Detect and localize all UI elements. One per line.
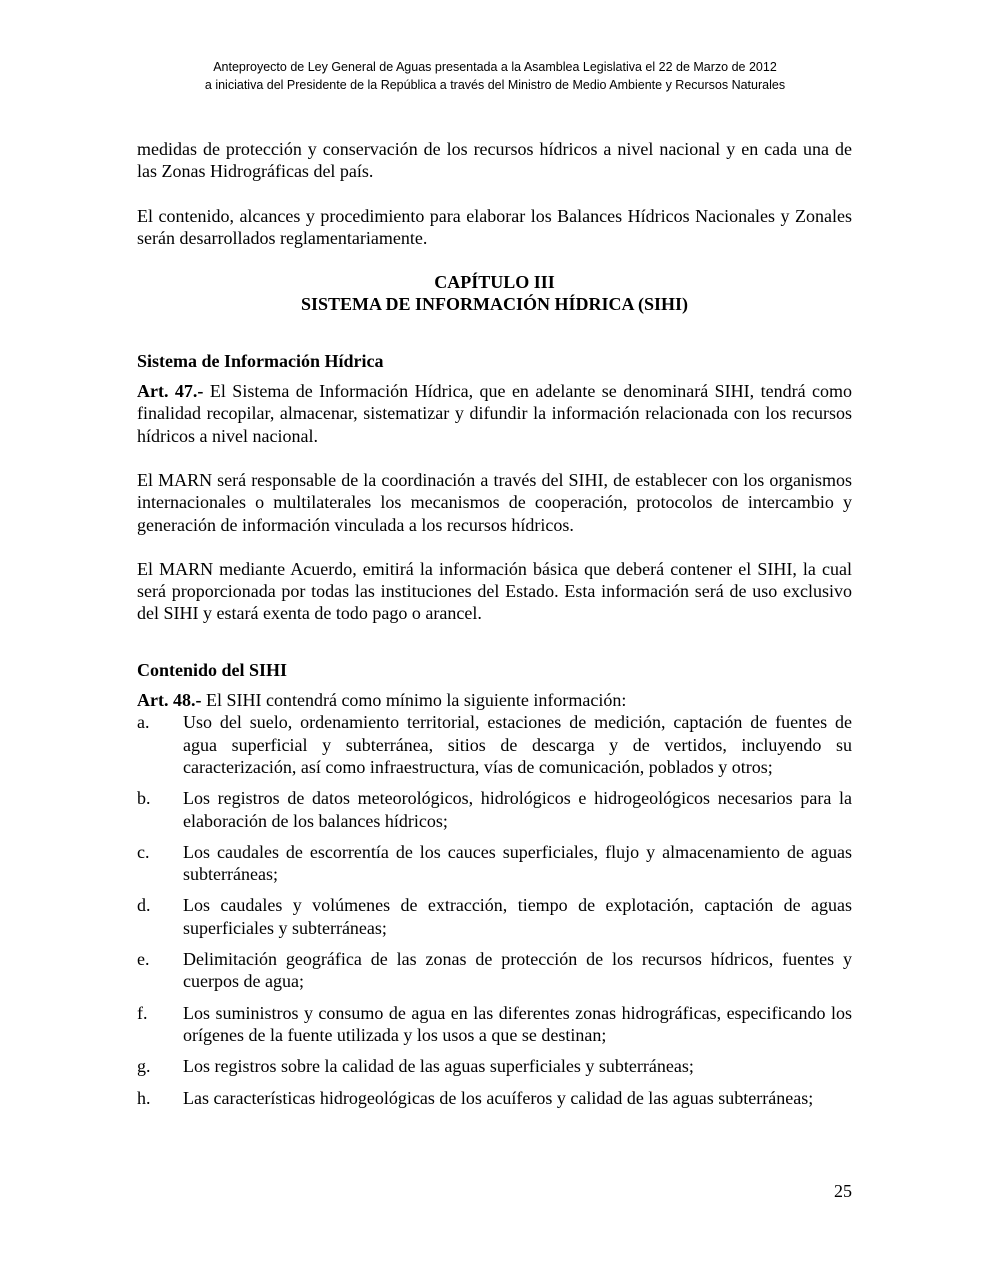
list-item-letter: d. [137, 895, 151, 916]
list-item [137, 894, 852, 939]
list-item-text: Los caudales y volúmenes de extracción, tiempo de explotación, captación de aguas superficiales y subterráneas; [183, 895, 852, 938]
list-item-text: Los registros de datos meteorológicos, hidrológicos e hidrogeológicos necesarios para la elaboración de los balances hídricos; [183, 788, 852, 831]
intro-paragraph-2: El contenido, alcances y procedimiento para elaborar los Balances Hídricos Nacionales y Zonales serán desarrollados reglamentariamente. [137, 205, 852, 248]
art47-paragraph-3: El MARN mediante Acuerdo, emitirá la información básica que deberá contener el SIHI, la cual será proporcionada por todas las instituciones del Estado. Esta información será de uso exclusivo del SIHI y estará exenta de todo pago o arancel. [137, 558, 852, 624]
intro-paragraph-1: medidas de protección y conservación de los recursos hídricos a nivel nacional y en cada una de las Zonas Hidrográficas del país. [137, 139, 852, 182]
page-header [0, 58, 990, 94]
list-item-text: Los caudales de escorrentía de los cauces superficiales, flujo y almacenamiento de aguas subterráneas; [183, 841, 852, 885]
list-item-letter: h. [137, 1087, 151, 1108]
list-item [137, 787, 852, 832]
list-item-letter: g. [137, 1056, 151, 1077]
art47-text: El Sistema de Información Hídrica, que en adelante se denominará SIHI, tendrá como finalidad recopilar, almacenar, sistematizar y difundir la información relacionada con los recursos hídricos a nivel nacional. [137, 381, 852, 446]
chapter-title: SISTEMA DE INFORMACIÓN HÍDRICA (SIHI) [300, 294, 689, 315]
art48-list [137, 711, 852, 1108]
list-item [137, 1087, 852, 1109]
list-item-letter: a. [137, 712, 150, 733]
list-item-letter: c. [137, 841, 150, 862]
list-item-text: Uso del suelo, ordenamiento territorial, estaciones de medición, captación de fuentes de agua superficial y subterránea, sitios de descarga y de vertidos, incluyendo su caracterización, así como infraestructura, vías de comunicación, poblados y otros; [183, 712, 852, 777]
list-item [137, 1055, 852, 1077]
art48-intro-text: El SIHI contendrá como mínimo la siguiente información: [201, 690, 627, 711]
art47-paragraph-1 [137, 380, 852, 447]
chapter-number: CAPÍTULO III [434, 272, 555, 293]
header-line-1: Anteproyecto de Ley General de Aguas presentada a la Asamblea Legislativa el 22 de Marzo de 2012 [213, 60, 777, 74]
list-item-letter: e. [137, 949, 150, 970]
chapter-heading [137, 271, 852, 316]
art47-heading: Sistema de Información Hídrica [137, 350, 384, 371]
list-item-letter: b. [137, 788, 151, 809]
list-item-text: Delimitación geográfica de las zonas de protección de los recursos hídricos, fuentes y cuerpos de agua; [183, 949, 852, 992]
header-line-2: a iniciativa del Presidente de la República a través del Ministro de Medio Ambiente y Recursos Naturales [204, 78, 786, 92]
list-item-text: Los registros sobre la calidad de las aguas superficiales y subterráneas; [183, 1056, 694, 1077]
list-item [137, 841, 852, 886]
list-item [137, 1002, 852, 1047]
list-item [137, 711, 852, 778]
document-body [137, 138, 852, 1118]
art47-label: Art. 47.- [137, 381, 204, 402]
list-item-text: Los suministros y consumo de agua en las diferentes zonas hidrográficas, especificando los orígenes de la fuente utilizada y los usos a que se destinan; [183, 1002, 852, 1045]
list-item [137, 948, 852, 993]
page-number: 25 [834, 1181, 852, 1201]
art47-paragraph-2: El MARN será responsable de la coordinación a través del SIHI, de establecer con los organismos internacionales o multilaterales los mecanismos de cooperación, protocolos de intercambio y generación de información vinculada a los recursos hídricos. [137, 469, 852, 535]
art48-label: Art. 48.- [137, 690, 202, 711]
list-item-letter: f. [137, 1002, 148, 1023]
list-item-text: Las características hidrogeológicas de los acuíferos y calidad de las aguas subterráneas; [183, 1087, 814, 1108]
art48-intro [137, 689, 852, 711]
art48-heading: Contenido del SIHI [137, 659, 288, 680]
